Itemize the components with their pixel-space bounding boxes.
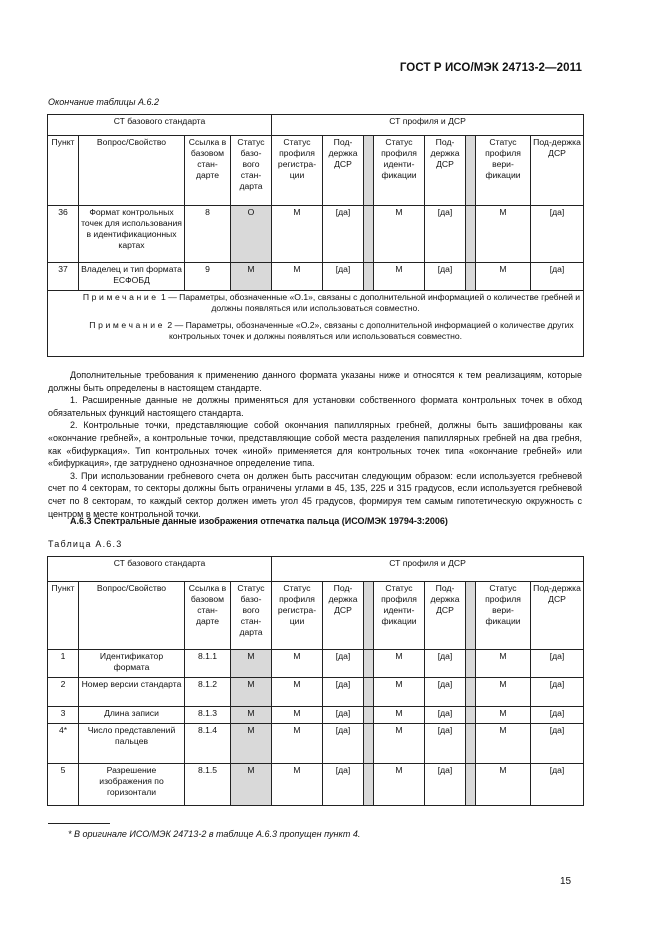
cell-reference: 8 xyxy=(185,206,231,263)
cell-item: 37 xyxy=(48,263,79,291)
cell-support: [да] xyxy=(531,678,584,707)
cell-ident-status: М xyxy=(374,650,425,678)
cell-enrol-status: М xyxy=(272,263,323,291)
cell-support: [да] xyxy=(531,650,584,678)
table-notes xyxy=(48,291,584,357)
cell-enrol-status: М xyxy=(272,206,323,263)
cell-support: [да] xyxy=(323,707,364,724)
col-header-enrol-status: Статус профиля регистра-ции xyxy=(272,136,323,206)
col-header-question: Вопрос/Свойство xyxy=(79,582,185,650)
paragraph-2: 2. Контрольные точки, представляющие собой окончания папиллярных гребней, должны быть зашифрованы как «окончание гребней», а контрольные точки, представляющие собой места разделения папиллярных гребней на два гребня, как «бифуркация». Тип контрольных точек «иной» применяется для контрольных точек типа «окончание гребней» или «бифуркация», где затруднено однозначное определение типа. xyxy=(48,420,582,469)
group-header-base: СТ базового стандарта xyxy=(48,557,272,582)
col-header-verif-status: Статус профиля вери-фикации xyxy=(476,582,531,650)
col-header-question: Вопрос/Свойство xyxy=(79,136,185,206)
col-header-ident-status: Статус профиля иденти-фикации xyxy=(374,136,425,206)
cell-support: [да] xyxy=(425,206,466,263)
cell-question: Разрешение изображения по горизонтали xyxy=(79,764,185,806)
spacer-cell xyxy=(466,724,476,764)
cell-reference: 9 xyxy=(185,263,231,291)
cell-item: 1 xyxy=(48,650,79,678)
col-header-verif-status: Статус профиля вери-фикации xyxy=(476,136,531,206)
spacer-cell xyxy=(466,206,476,263)
footnote: * В оригинале ИСО/МЭК 24713-2 в таблице А.6.3 пропущен пункт 4. xyxy=(68,829,361,839)
cell-item: 36 xyxy=(48,206,79,263)
cell-item: 2 xyxy=(48,678,79,707)
col-header-reference: Ссылка в базовом стан-дарте xyxy=(185,136,231,206)
spacer-cell xyxy=(466,582,476,650)
col-header-support: Под-держка ДСР xyxy=(425,582,466,650)
note-2 xyxy=(50,320,581,342)
cell-verif-status: М xyxy=(476,764,531,806)
cell-enrol-status: М xyxy=(272,678,323,707)
spacer-cell xyxy=(364,650,374,678)
col-header-support: Под-держка ДСР xyxy=(531,136,584,206)
footnote-divider xyxy=(48,823,110,824)
col-header-base-status: Статус базо-вого стан-дарта xyxy=(231,136,272,206)
group-header-profile: СТ профиля и ДСР xyxy=(272,557,584,582)
cell-support: [да] xyxy=(425,707,466,724)
cell-base-status: М xyxy=(231,678,272,707)
cell-ident-status: М xyxy=(374,263,425,291)
col-header-support: Под-держка ДСР xyxy=(531,582,584,650)
cell-support: [да] xyxy=(531,263,584,291)
cell-verif-status: М xyxy=(476,678,531,707)
col-header-base-status: Статус базо-вого стан-дарта xyxy=(231,582,272,650)
spacer-cell xyxy=(364,206,374,263)
col-header-enrol-status: Статус профиля регистра-ции xyxy=(272,582,323,650)
spacer-cell xyxy=(466,650,476,678)
cell-base-status: М xyxy=(231,707,272,724)
cell-question: Владелец и тип формата ЕСФОБД xyxy=(79,263,185,291)
table-row xyxy=(48,263,584,291)
cell-question: Идентификатор формата xyxy=(79,650,185,678)
section-heading: А.6.3 Спектральные данные изображения отпечатка пальца (ИСО/МЭК 19794-3:2006) xyxy=(70,516,448,526)
cell-question: Длина записи xyxy=(79,707,185,724)
cell-verif-status: М xyxy=(476,206,531,263)
paragraph-1: 1. Расширенные данные не должны применяться для установки собственного формата контрольных точек в обход обязательных функций настоящего стандарта. xyxy=(48,395,582,418)
cell-ident-status: М xyxy=(374,678,425,707)
spacer-cell xyxy=(364,582,374,650)
col-header-reference: Ссылка в базовом стан-дарте xyxy=(185,582,231,650)
cell-support: [да] xyxy=(425,678,466,707)
cell-verif-status: М xyxy=(476,724,531,764)
cell-enrol-status: М xyxy=(272,724,323,764)
note-text: 2 — Параметры, обозначенные «О.2», связаны с дополнительной информацией о количестве других контрольных точек и должны появляться или использоваться совместно. xyxy=(165,320,574,341)
col-header-support: Под-держка ДСР xyxy=(425,136,466,206)
spacer-cell xyxy=(364,263,374,291)
spacer-cell xyxy=(364,707,374,724)
cell-reference: 8.1.1 xyxy=(185,650,231,678)
cell-support: [да] xyxy=(425,724,466,764)
paragraph-intro: Дополнительные требования к применению данного формата указаны ниже и относятся к тем реализациям, которые должны быть определены в настоящем стандарте. xyxy=(48,370,582,393)
cell-base-status: М xyxy=(231,650,272,678)
cell-enrol-status: М xyxy=(272,707,323,724)
note-label: Примечание xyxy=(89,320,166,330)
table-a62-end xyxy=(47,114,584,357)
cell-support: [да] xyxy=(531,707,584,724)
table-row xyxy=(48,764,584,806)
col-header-support: Под-держка ДСР xyxy=(323,582,364,650)
cell-item: 5 xyxy=(48,764,79,806)
cell-reference: 8.1.4 xyxy=(185,724,231,764)
body-text xyxy=(48,369,582,520)
spacer-cell xyxy=(364,678,374,707)
cell-enrol-status: М xyxy=(272,764,323,806)
table-caption: Таблица А.6.3 xyxy=(48,539,123,549)
spacer-cell xyxy=(466,678,476,707)
document-code: ГОСТ Р ИСО/МЭК 24713-2—2011 xyxy=(399,62,582,74)
cell-ident-status: М xyxy=(374,724,425,764)
cell-ident-status: М xyxy=(374,764,425,806)
col-header-ident-status: Статус профиля иденти-фикации xyxy=(374,582,425,650)
note-label: Примечание xyxy=(82,292,159,302)
cell-support: [да] xyxy=(323,724,364,764)
spacer-cell xyxy=(466,707,476,724)
table-row xyxy=(48,206,584,263)
table-row xyxy=(48,650,584,678)
cell-support: [да] xyxy=(531,206,584,263)
cell-reference: 8.1.2 xyxy=(185,678,231,707)
table-caption: Окончание таблицы А.6.2 xyxy=(48,97,159,107)
spacer-cell xyxy=(466,136,476,206)
spacer-cell xyxy=(466,764,476,806)
cell-question: Формат контрольных точек для использования в идентификационных картах xyxy=(79,206,185,263)
col-header-item: Пункт xyxy=(48,582,79,650)
cell-support: [да] xyxy=(531,724,584,764)
cell-question: Число представлений пальцев xyxy=(79,724,185,764)
col-header-item: Пункт xyxy=(48,136,79,206)
group-header-base: СТ базового стандарта xyxy=(48,115,272,136)
cell-verif-status: М xyxy=(476,263,531,291)
cell-support: [да] xyxy=(425,263,466,291)
cell-base-status: М xyxy=(231,724,272,764)
cell-ident-status: М xyxy=(374,707,425,724)
cell-verif-status: М xyxy=(476,650,531,678)
cell-enrol-status: М xyxy=(272,650,323,678)
cell-support: [да] xyxy=(425,650,466,678)
spacer-cell xyxy=(466,263,476,291)
spacer-cell xyxy=(364,724,374,764)
cell-ident-status: М xyxy=(374,206,425,263)
cell-support: [да] xyxy=(425,764,466,806)
table-row xyxy=(48,724,584,764)
col-header-support: Под-держка ДСР xyxy=(323,136,364,206)
group-header-profile: СТ профиля и ДСР xyxy=(272,115,584,136)
cell-item: 4* xyxy=(48,724,79,764)
cell-base-status: М xyxy=(231,263,272,291)
table-row xyxy=(48,678,584,707)
cell-support: [да] xyxy=(323,764,364,806)
cell-support: [да] xyxy=(323,206,364,263)
cell-support: [да] xyxy=(531,764,584,806)
cell-question: Номер версии стандарта xyxy=(79,678,185,707)
note-text: 1 — Параметры, обозначенные «О.1», связаны с дополнительной информацией о количестве гребней и должны появляться или использоваться совместно. xyxy=(158,292,581,313)
cell-support: [да] xyxy=(323,678,364,707)
cell-verif-status: М xyxy=(476,707,531,724)
cell-base-status: М xyxy=(231,764,272,806)
spacer-cell xyxy=(364,764,374,806)
table-row xyxy=(48,707,584,724)
table-a63 xyxy=(47,556,584,806)
cell-reference: 8.1.5 xyxy=(185,764,231,806)
spacer-cell xyxy=(364,136,374,206)
cell-base-status: О xyxy=(231,206,272,263)
cell-support: [да] xyxy=(323,650,364,678)
cell-reference: 8.1.3 xyxy=(185,707,231,724)
cell-item: 3 xyxy=(48,707,79,724)
note-1 xyxy=(50,292,581,314)
page-number: 15 xyxy=(560,876,572,887)
paragraph-3: 3. При использовании гребневого счета он должен быть рассчитан следующим образом: если используется гребневой счет по 4 секторам, то секторы должны быть ограничены углами в 45, 135, 225 и 315 градусов, если используется гребневой счет по 8 секторам, то каждый сектор должен иметь угол 45 градусов, формируя тем самым гипотетическую окружность с центром в месте контрольной точки. xyxy=(48,470,582,519)
cell-support: [да] xyxy=(323,263,364,291)
